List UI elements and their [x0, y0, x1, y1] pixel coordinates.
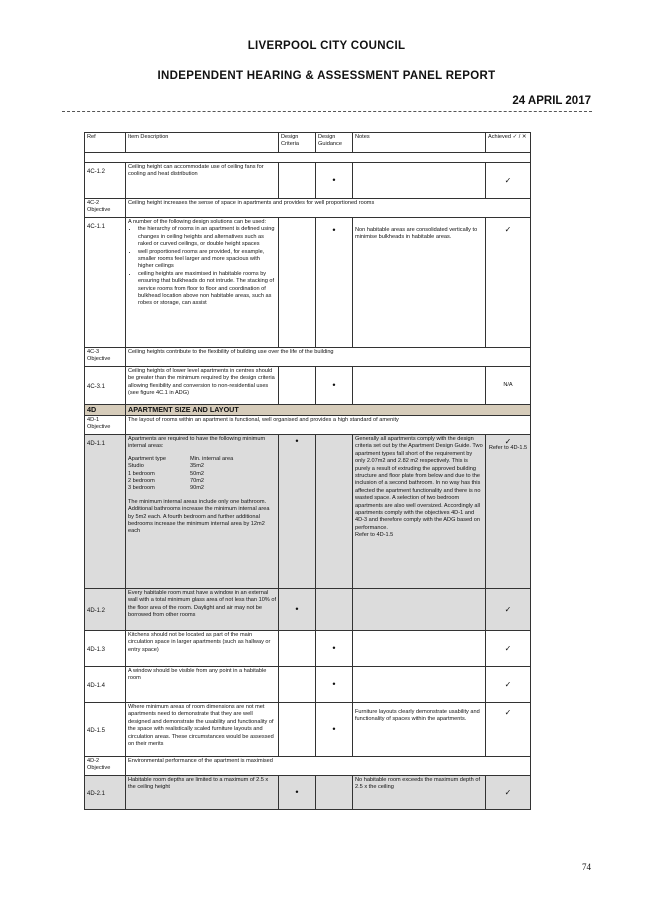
ref-cell: 4C-1.1 — [85, 218, 126, 348]
table-row — [85, 667, 531, 703]
ref-cell: 4D-1.2 — [85, 589, 126, 631]
notes-cell — [353, 435, 486, 589]
intro-text: A number of the following design solutions can be used: — [128, 219, 267, 225]
ref-code: 4D-2 — [87, 758, 100, 764]
area-type: Studio — [128, 463, 144, 470]
ref-cell: 4D-1.4 — [85, 667, 126, 703]
table-row — [85, 703, 531, 757]
header-design-criteria: Design Criteria — [279, 133, 316, 153]
achieved-ref: Refer to 4D-1.5 — [488, 445, 528, 452]
guidance-dot: • — [316, 367, 353, 405]
objective-description: Ceiling heights contribute to the flexibility of building use over the life of the building — [126, 348, 531, 367]
notes-ref: Refer to 4D-1.5 — [355, 532, 394, 539]
objective-row — [85, 348, 531, 367]
report-title: INDEPENDENT HEARING & ASSESSMENT PANEL REPORT — [157, 70, 496, 82]
table-row — [85, 435, 531, 589]
council-name: LIVERPOOL CITY COUNCIL — [247, 40, 406, 52]
ref-cell — [85, 199, 126, 218]
notes-cell: Non habitable areas are consolidated vertically to minimise bulkheads in habitable areas. — [353, 218, 486, 348]
table-row — [85, 776, 531, 810]
achieved-tick: ✓ — [486, 631, 531, 667]
table-header-row — [85, 133, 531, 153]
ref-cell: 4D-1.1 — [85, 435, 126, 589]
list-item: • well proportioned rooms are provided, for example, smaller rooms feel larger and more spacious with higher ceilings — [138, 249, 276, 271]
criteria-dot: • — [279, 435, 316, 589]
description-cell: Every habitable room must have a window in an external wall with a total minimum glass area of not less than 10% of the floor area of the room. Daylight and air may not be borrowed from other rooms — [126, 589, 279, 631]
ref-cell — [85, 416, 126, 435]
description-cell: A window should be visible from any point in a habitable room — [126, 667, 279, 703]
objective-label: Objective — [87, 207, 111, 214]
ref-cell — [85, 348, 126, 367]
area-value: 35m2 — [190, 463, 204, 470]
ref-code: 4C-3 — [87, 349, 100, 355]
header-achieved: Achieved ✓ / ✕ — [486, 133, 531, 153]
objective-row — [85, 199, 531, 218]
section-row — [85, 405, 531, 416]
achieved-tick: ✓ — [486, 667, 531, 703]
objective-row — [85, 757, 531, 776]
header-notes: Notes — [353, 133, 486, 153]
guidance-dot: • — [316, 667, 353, 703]
body-text: The minimum internal areas include only one bathroom. Additional bathrooms increase the minimum internal area by 5m2 each. A fourth bedroom and further additional bedrooms increase the minimum internal area by 12m2 each — [128, 498, 270, 535]
notes-cell: No habitable room exceeds the maximum depth of 2.5 x the ceiling — [353, 776, 486, 810]
objective-description: Environmental performance of the apartment is maximised — [126, 757, 531, 776]
objective-label: Objective — [87, 356, 111, 363]
description-cell — [126, 435, 279, 589]
ref-cell: 4C-3.1 — [85, 367, 126, 405]
compliance-table — [84, 132, 531, 810]
page-number: 74 — [582, 862, 591, 872]
table-row — [85, 589, 531, 631]
area-type: 2 bedroom — [128, 478, 155, 485]
ref-code: 4C-2 — [87, 200, 100, 206]
achieved-tick: ✓ — [486, 703, 531, 757]
area-value: 90m2 — [190, 485, 204, 492]
guidance-dot: • — [316, 703, 353, 757]
list-item: • the hierarchy of rooms in an apartment is defined using changes in ceiling heights and alternatives such as raked or curved ceilings, or double height spaces — [138, 226, 276, 248]
objective-description: Ceiling height increases the sense of space in apartments and provides for well proportioned rooms — [126, 199, 531, 218]
table-row — [85, 631, 531, 667]
description-cell: Where minimum areas of room dimensions are not met apartments need to demonstrate that they are well designed and demonstrate the usability and functionality of the space with realistically scaled furniture layouts and circulation areas. These circumstances would be assessed on their merits — [126, 703, 279, 757]
criteria-dot: • — [279, 589, 316, 631]
report-date: 24 APRIL 2017 — [512, 95, 591, 107]
intro-text: Apartments are required to have the following minimum internal areas: — [128, 436, 266, 450]
achieved-tick: ✓ — [486, 776, 531, 810]
ref-cell — [85, 757, 126, 776]
achieved-tick: ✓ — [504, 437, 512, 446]
area-value: 70m2 — [190, 478, 204, 485]
area-table — [128, 456, 276, 493]
achieved-tick: ✓ — [486, 589, 531, 631]
ref-cell: 4D-1.3 — [85, 631, 126, 667]
description-cell: Habitable room depths are limited to a maximum of 2.5 x the ceiling height — [126, 776, 279, 810]
notes-cell: Furniture layouts clearly demonstrate usability and functionality of spaces within the apartments. — [353, 703, 486, 757]
area-type: 1 bedroom — [128, 470, 155, 477]
achieved-value: N/A — [486, 367, 531, 405]
area-value: 50m2 — [190, 470, 204, 477]
objective-description: The layout of rooms within an apartment is functional, well organised and provides a high standard of amenity — [126, 416, 531, 435]
list-item: • ceiling heights are maximised in habitable rooms by ensuring that bulkheads do not intrude. The stacking of service rooms from floor to floor and coordination of bulkhead location above non habitable areas, such as robes or storage, can assist — [138, 271, 276, 308]
notes-text: Generally all apartments comply with the design criteria set out by the Apartment Design Guide. Two apartment types fall short of the requirement by only 2.07m2 and 2.82 m2 respectively. This is purely a result of extruding the approved building structure and floor plate from below and due to the inclusion of a second bathroom. In no way has this affected the apartment functionality and there is no wasted space. A selection of two bedroom apartments are also well oversized. Accordingly all apartments comply with the objectives 4D-1 and 4D-3 and therefore comply with the ADG based on performance. — [355, 436, 483, 531]
ref-cell: 4D-2.1 — [85, 776, 126, 810]
guidance-dot: • — [316, 163, 353, 199]
table-row — [85, 367, 531, 405]
guidance-dot: • — [316, 631, 353, 667]
ref-cell: 4C-1.2 — [85, 163, 126, 199]
description-cell: Kitchens should not be located as part of the main circulation space in larger apartments (such as hallway or entry space) — [126, 631, 279, 667]
description-cell: Ceiling height can accommodate use of ceiling fans for cooling and heat distribution — [126, 163, 279, 199]
objective-row — [85, 416, 531, 435]
spacer-row — [85, 153, 531, 163]
achieved-cell — [486, 435, 531, 589]
table-row — [85, 218, 531, 348]
table-row — [85, 163, 531, 199]
section-title: APARTMENT SIZE AND LAYOUT — [126, 405, 531, 416]
header-item-description: Item Description — [126, 133, 279, 153]
area-header: Min. internal area — [190, 455, 234, 462]
solution-list — [128, 226, 276, 307]
achieved-tick: ✓ — [486, 163, 531, 199]
ref-cell: 4D-1.5 — [85, 703, 126, 757]
area-header: Apartment type — [128, 455, 166, 462]
objective-label: Objective — [87, 765, 111, 772]
objective-label: Objective — [87, 424, 111, 431]
description-cell — [126, 218, 279, 348]
ref-code: 4D-1 — [87, 417, 100, 423]
header-design-guidance: Design Guidance — [316, 133, 353, 153]
guidance-dot: • — [316, 218, 353, 348]
description-cell: Ceiling heights of lower level apartments in centres should be greater than the minimum required by the design criteria allowing flexibility and conversion to non-residential uses (see figure 4C.1 in ADG) — [126, 367, 279, 405]
criteria-dot: • — [279, 776, 316, 810]
header-ref: Ref — [85, 133, 126, 153]
achieved-tick: ✓ — [486, 218, 531, 348]
area-type: 3 bedroom — [128, 485, 155, 492]
header-rule — [62, 111, 592, 112]
section-ref: 4D — [85, 405, 126, 416]
